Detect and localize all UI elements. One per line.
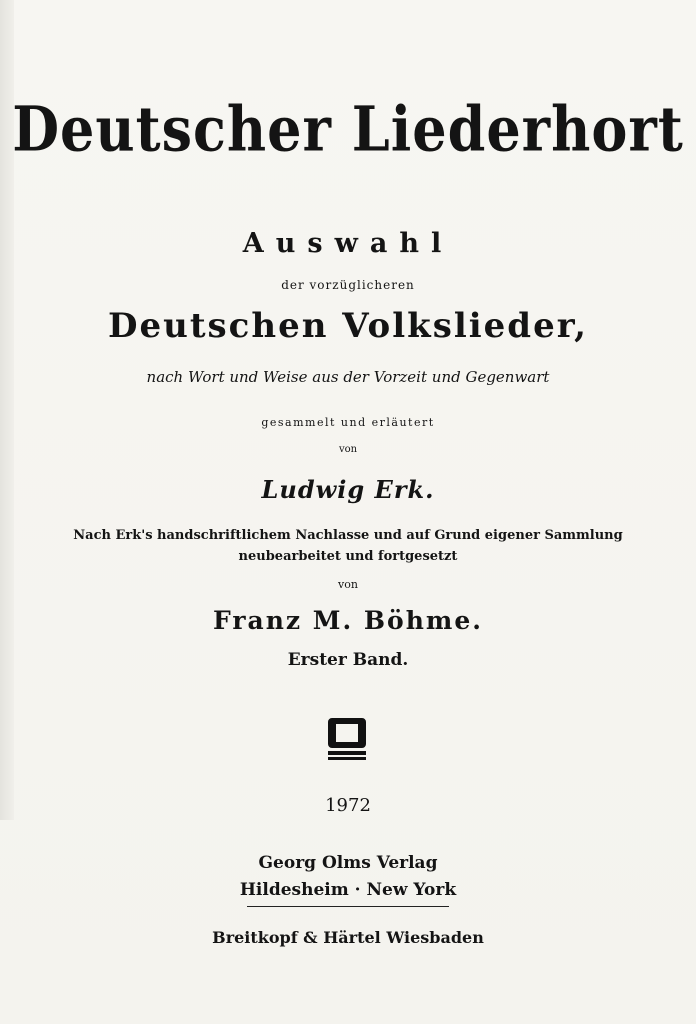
publisher-place: Hildesheim · New York <box>239 880 457 900</box>
editor-note-line-2: neubearbeitet und fortgesetzt <box>238 549 458 564</box>
volume-label: Erster Band. <box>287 650 409 670</box>
olms-logo-icon <box>322 712 372 762</box>
nach-wort-text: nach Wort und Weise aus der Vorzeit und Gegenwart <box>146 368 550 386</box>
author-name: Ludwig Erk. <box>261 475 435 504</box>
von-text-1: von <box>338 444 358 455</box>
main-title: Deutscher Liederhort <box>12 92 684 166</box>
auswahl-heading: Auswahl <box>242 228 454 259</box>
editor-name: Franz M. Böhme. <box>213 606 483 635</box>
der-vorzueglicheren-text: der vorzüglicheren <box>281 278 415 292</box>
publication-year: 1972 <box>325 795 371 816</box>
copublisher-name: Breitkopf & Härtel Wiesbaden <box>212 928 484 947</box>
von-text-2: von <box>338 578 358 591</box>
publisher-name: Georg Olms Verlag <box>258 853 438 873</box>
editor-note-line-1: Nach Erk's handschriftlichem Nachlasse und auf Grund eigener Sammlung <box>73 528 623 543</box>
volkslieder-heading: Deutschen Volkslieder, <box>108 306 588 346</box>
divider-rule <box>247 906 449 907</box>
gesammelt-text: gesammelt und erläutert <box>261 416 435 429</box>
